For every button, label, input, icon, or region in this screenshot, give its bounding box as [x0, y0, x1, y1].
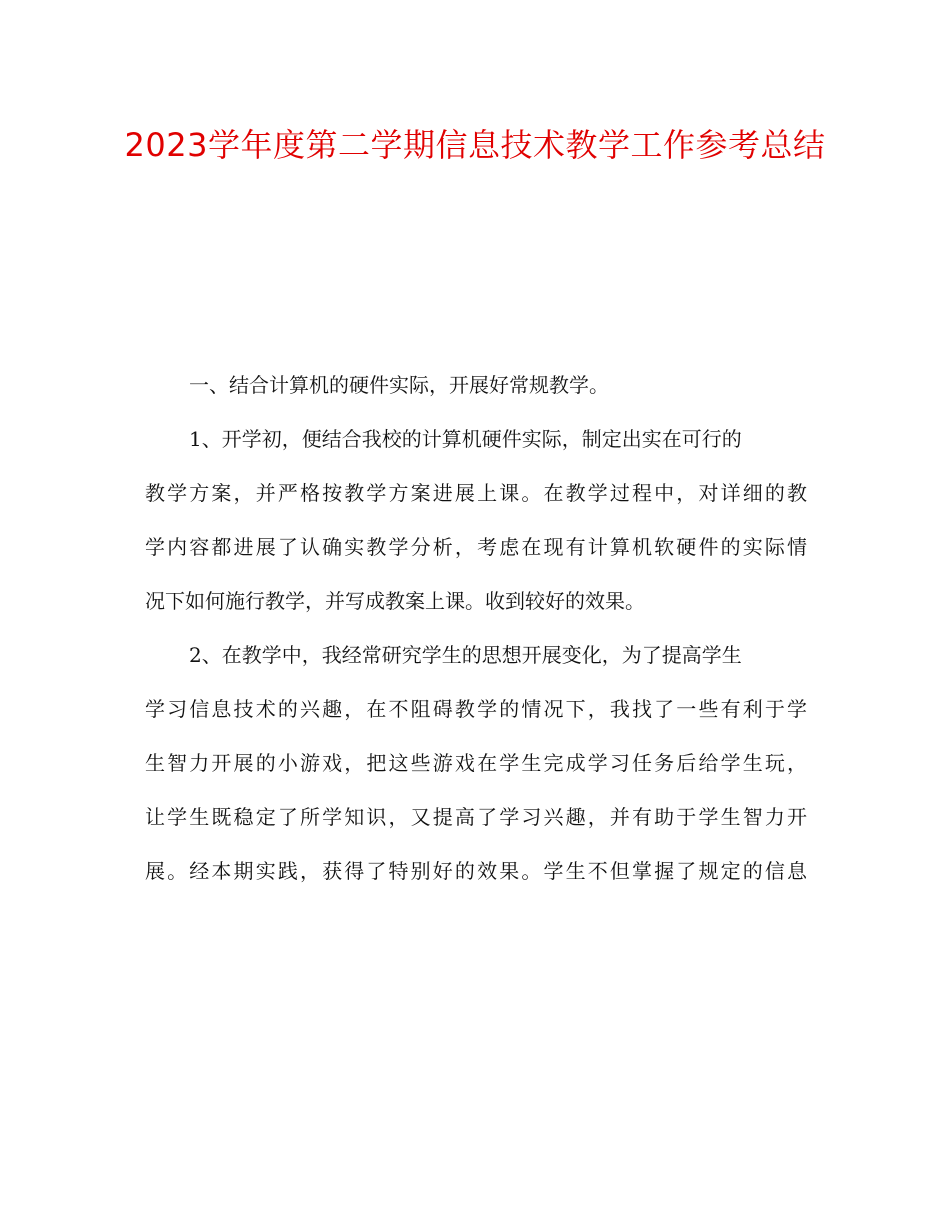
paragraph-line: 况下如何施行教学，并写成教案上课。收到较好的效果。 — [145, 589, 645, 613]
paragraph-line: 2、在教学中，我经常研究学生的思想开展变化，为了提高学生 — [189, 643, 742, 667]
paragraph-line: 学内容都进展了认确实教学分析，考虑在现有计算机软硬件的实际情 — [145, 535, 807, 559]
section-heading: 一、结合计算机的硬件实际，开展好常规教学。 — [189, 373, 609, 397]
paragraph-line: 教学方案，并严格按教学方案进展上课。在教学过程中，对详细的教 — [145, 481, 807, 505]
paragraph-line: 1、开学初，便结合我校的计算机硬件实际，制定出实在可行的 — [189, 427, 742, 451]
paragraph-line: 学习信息技术的兴趣，在不阻碍教学的情况下，我找了一些有利于学 — [145, 697, 807, 721]
paragraph-line: 展。经本期实践，获得了特别好的效果。学生不但掌握了规定的信息 — [145, 859, 807, 883]
paragraph-line: 让学生既稳定了所学知识，又提高了学习兴趣，并有助于学生智力开 — [145, 805, 807, 829]
document-body — [145, 365, 807, 905]
page-title: 2023学年度第二学期信息技术教学工作参考总结 — [124, 126, 826, 164]
paragraph-line: 生智力开展的小游戏，把这些游戏在学生完成学习任务后给学生玩， — [145, 751, 807, 775]
